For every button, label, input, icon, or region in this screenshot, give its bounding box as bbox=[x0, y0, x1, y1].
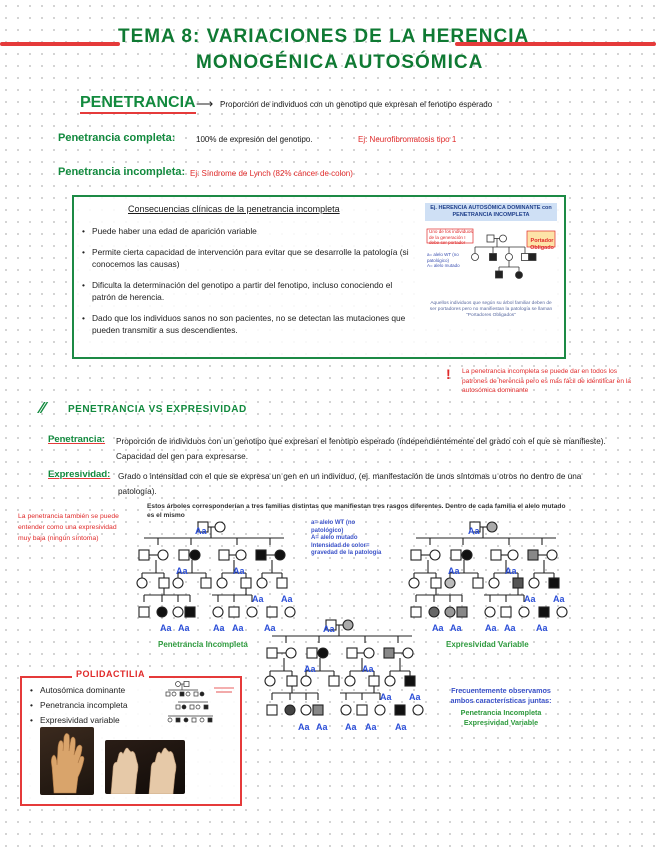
genotype-label: Aa bbox=[304, 664, 316, 674]
page-subtitle: MONOGÉNICA AUTOSÓMICA bbox=[196, 52, 484, 73]
incompleta-label: Penetrancia incompleta: bbox=[58, 166, 186, 178]
pedigree-legend bbox=[311, 520, 386, 558]
genotype-label: Aa bbox=[281, 594, 293, 604]
consecuencias-title: Consecuencias clínicas de la penetrancia incompleta bbox=[128, 204, 340, 214]
figure-caption: Aquellos individuos que según su árbol familiar deben de ser portadores pero no manifiestan la patología se llaman "Portadores Obligados" bbox=[429, 301, 553, 318]
genotype-label: Aa bbox=[298, 722, 310, 732]
exclamation-icon: ! bbox=[446, 366, 451, 382]
pen-label: Penetrancia: bbox=[48, 434, 106, 445]
genotype-label: Aa bbox=[323, 624, 335, 634]
genotype-label: Aa bbox=[432, 623, 444, 633]
genotype-label: Aa bbox=[195, 526, 207, 536]
exp-text: Grado o intensidad con el que se expresa un gen en un individuo, (ej. manifestación de unos síntomas u otros no dentro de una patología). bbox=[118, 472, 582, 496]
genotype-label: Aa bbox=[178, 623, 190, 633]
hand-photo-right bbox=[105, 740, 185, 794]
figure-portador-label: Portador Obligado bbox=[530, 238, 554, 251]
polidactilia-list bbox=[30, 684, 150, 729]
consecuencias-list bbox=[82, 225, 417, 345]
genotype-label: Aa bbox=[450, 623, 462, 633]
combined-note bbox=[436, 686, 566, 728]
polidactilia-title: POLIDACTILIA bbox=[72, 669, 149, 679]
legend-intensity: Intensidad de color= gravedad de la patología bbox=[311, 542, 382, 556]
hand-photo-left bbox=[40, 727, 94, 795]
legend-mut: A= alelo mutado bbox=[311, 535, 358, 541]
genotype-label: Aa bbox=[485, 623, 497, 633]
genotype-label: Aa bbox=[468, 526, 480, 536]
left-note: La penetrancia también se puede entender como una expresividad muy baja (ningún síntoma) bbox=[18, 513, 119, 542]
genotype-label: Aa bbox=[409, 692, 421, 702]
genotype-label: Aa bbox=[365, 722, 377, 732]
list-item: • Dificulta la determinación del genotipo a partir del fenotipo, incluso conociendo el patrón de herencia. bbox=[82, 279, 417, 303]
genotype-label: Aa bbox=[233, 566, 245, 576]
caption-expresividad-variable: Expresividad Variable bbox=[446, 640, 529, 649]
genotype-label: Aa bbox=[448, 566, 460, 576]
penetrancia-definition: Proporción de individuos con un genotipo que expresan el fenotipo esperado bbox=[220, 100, 493, 109]
note-penetrancia: Penetrancia Incompleta bbox=[460, 708, 542, 717]
genotype-label: Aa bbox=[553, 594, 565, 604]
completa-text: 100% de expresión del genotipo. bbox=[196, 135, 313, 144]
figure-legend: a= alelo WT (no patológico) A= alelo mutado bbox=[427, 252, 460, 268]
caption-penetrancia-incompleta: Penetrancia Incompleta bbox=[158, 640, 248, 649]
note-line1: Frecuentemente observamos bbox=[451, 686, 551, 695]
page-title: TEMA 8: VARIACIONES DE LA HERENCIA bbox=[118, 26, 530, 47]
polidactilia-pedigree bbox=[158, 680, 236, 728]
list-item: • Penetrancia incompleta bbox=[30, 699, 150, 711]
genotype-label: Aa bbox=[160, 623, 172, 633]
list-item: • Puede haber una edad de aparición variable bbox=[82, 225, 417, 237]
pedigree-combined bbox=[262, 618, 427, 733]
side-note: La penetrancia incompleta se puede dar en todos los patrones de herencia pero es más fácil de identificar en la autosómica dominante bbox=[462, 368, 631, 394]
genotype-label: Aa bbox=[252, 594, 264, 604]
completa-example: Ej: Neurofibromatosis tipo 1 bbox=[358, 135, 457, 144]
figure-note-red: Uno de los individuos de la generación I debe ser portador bbox=[429, 229, 473, 245]
penetrancia-heading: PENETRANCIA bbox=[80, 94, 196, 114]
genotype-label: Aa bbox=[264, 623, 276, 633]
completa-label: Penetrancia completa: bbox=[58, 132, 176, 144]
list-item: • Expresividad variable bbox=[30, 714, 150, 726]
note-line2: ambos características juntas: bbox=[450, 696, 552, 705]
spark-icon: ⁄⁄ bbox=[40, 400, 46, 417]
genotype-label: Aa bbox=[362, 664, 374, 674]
genotype-label: Aa bbox=[213, 623, 225, 633]
genotype-label: Aa bbox=[395, 722, 407, 732]
title-underline-left bbox=[0, 42, 120, 46]
note-expresividad: Expresividad Variable bbox=[463, 718, 539, 727]
genotype-label: Aa bbox=[345, 722, 357, 732]
genotype-label: Aa bbox=[232, 623, 244, 633]
genotype-label: Aa bbox=[505, 566, 517, 576]
exp-label: Expresividad: bbox=[48, 469, 111, 480]
legend-wt: a= alelo WT (no patológico) bbox=[311, 520, 356, 534]
penvsexp-heading: PENETRANCIA VS EXPRESIVIDAD bbox=[68, 404, 247, 415]
list-item: • Autosómica dominante bbox=[30, 684, 150, 696]
figure-header: Ej. HERENCIA AUTOSÓMICA DOMINANTE con PENETRANCIA INCOMPLETA bbox=[425, 203, 557, 221]
pedigree-intro: Estos árboles corresponderían a tres familias distintas que manifiestan tres rasgos diferentes. Dentro de cada familia el alelo mutado es el mismo bbox=[147, 503, 566, 519]
genotype-label: Aa bbox=[380, 692, 392, 702]
incompleta-text: Ej: Síndrome de Lynch (82% cáncer de colon) bbox=[190, 169, 353, 178]
pen-text: Proporción de individuos con un genotipo que expresan el fenotipo esperado (independientemente del grado con el que se manifieste). Capacidad del gen para expresarse. bbox=[116, 437, 606, 461]
genotype-label: Aa bbox=[176, 566, 188, 576]
list-item: • Permite cierta capacidad de intervención para evitar que se desarrolle la patología (si conocemos las causas) bbox=[82, 246, 417, 270]
list-item: • Dado que los individuos sanos no son pacientes, no se detectan las mutaciones que pueden transmitir a sus descendientes. bbox=[82, 312, 417, 336]
arrow-icon: ⟶ bbox=[196, 97, 214, 111]
genotype-label: Aa bbox=[504, 623, 516, 633]
pedigree-variable bbox=[406, 520, 571, 635]
genotype-label: Aa bbox=[316, 722, 328, 732]
genotype-label: Aa bbox=[524, 594, 536, 604]
genotype-label: Aa bbox=[536, 623, 548, 633]
